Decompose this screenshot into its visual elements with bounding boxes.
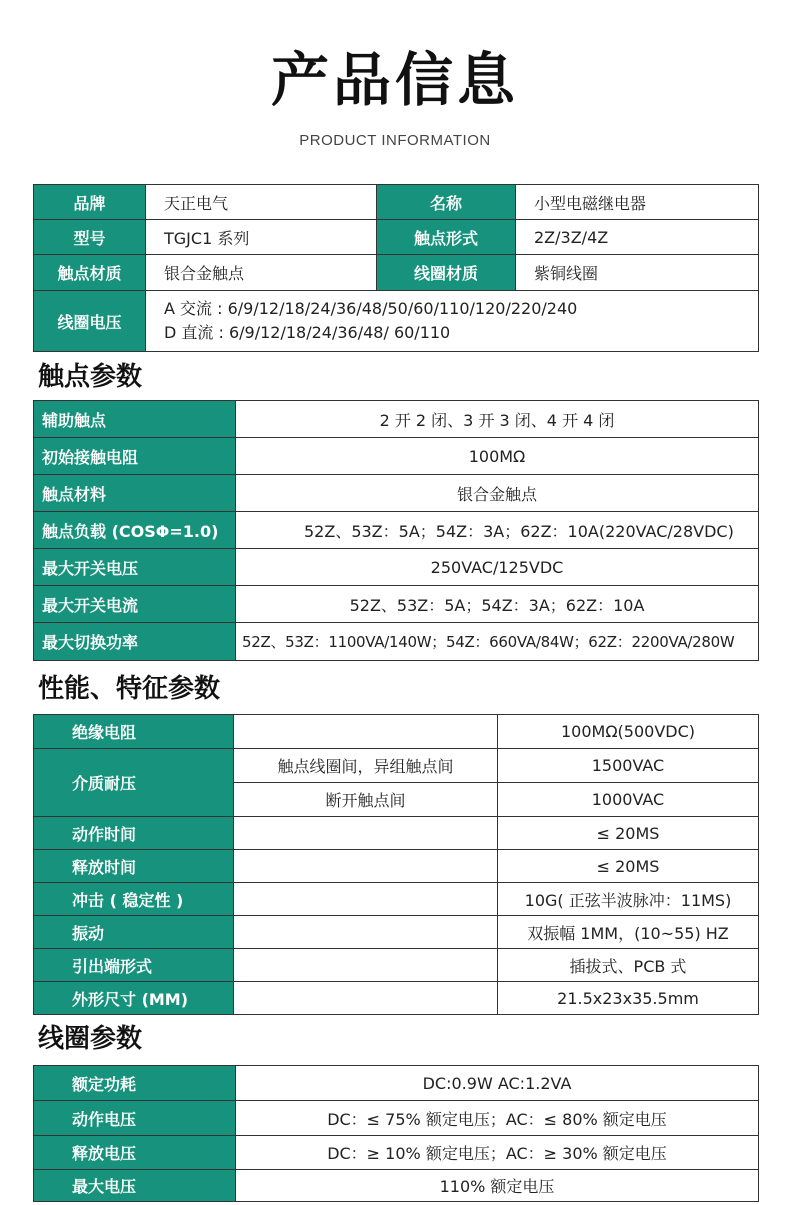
- dielectric-val2: 1000VAC: [498, 783, 759, 817]
- table-row: [34, 475, 759, 512]
- terminal-value: 插拔式、PCB 式: [498, 949, 759, 982]
- auxiliary-contact-value: 2 开 2 闭、3 开 3 闭、4 开 4 闭: [236, 401, 759, 438]
- contact-material-row-label: 触点材料: [34, 475, 236, 512]
- dimension-label: 外形尺寸 (MM): [34, 982, 234, 1015]
- table-row: [34, 220, 759, 255]
- max-switch-current-value: 52Z、53Z：5A；54Z：3A；62Z：10A: [236, 586, 759, 623]
- contact-params-title: 触点参数: [38, 362, 143, 392]
- max-voltage-value: 110% 额定电压: [236, 1170, 759, 1202]
- table-row: [34, 749, 759, 783]
- table-row: [34, 949, 759, 982]
- coil-material-label: 线圈材质: [377, 255, 516, 291]
- dielectric-sub2: 断开触点间: [234, 783, 498, 817]
- shock-value: 10G( 正弦半波脉冲：11MS): [498, 883, 759, 916]
- max-switch-power-value: 52Z、53Z：1100VA/140W；54Z：660VA/84W；62Z：2200VA/280W: [236, 623, 759, 661]
- table-row: [34, 1170, 759, 1202]
- rated-power-label: 额定功耗: [34, 1066, 236, 1101]
- max-switch-voltage-value: 250VAC/125VDC: [236, 549, 759, 586]
- performance-params-table: [33, 714, 759, 1015]
- model-value: TGJC1 系列: [146, 220, 377, 255]
- terminal-empty: [234, 949, 498, 982]
- operate-time-empty: [234, 817, 498, 850]
- release-voltage-label: 释放电压: [34, 1136, 236, 1170]
- contact-form-label: 触点形式: [377, 220, 516, 255]
- contact-load-label: 触点负载 (COSΦ=1.0): [34, 512, 236, 549]
- table-row: [34, 850, 759, 883]
- name-label: 名称: [377, 185, 516, 220]
- insulation-value: 100MΩ(500VDC): [498, 715, 759, 749]
- coil-material-value: 紫铜线圈: [516, 255, 759, 291]
- operate-time-value: ≤ 20MS: [498, 817, 759, 850]
- brand-label: 品牌: [34, 185, 146, 220]
- brand-value: 天正电气: [146, 185, 377, 220]
- table-row: [34, 1066, 759, 1101]
- contact-material-value: 银合金触点: [146, 255, 377, 291]
- coil-params-title: 线圈参数: [38, 1024, 143, 1054]
- table-row: [34, 438, 759, 475]
- model-label: 型号: [34, 220, 146, 255]
- dimension-empty: [234, 982, 498, 1015]
- table-row: [34, 715, 759, 749]
- initial-resistance-value: 100MΩ: [236, 438, 759, 475]
- table-row: [34, 817, 759, 850]
- table-row: [34, 586, 759, 623]
- release-time-label: 释放时间: [34, 850, 234, 883]
- release-time-empty: [234, 850, 498, 883]
- shock-label: 冲击 ( 稳定性 ): [34, 883, 234, 916]
- initial-resistance-label: 初始接触电阻: [34, 438, 236, 475]
- table-row: [34, 883, 759, 916]
- vibration-value: 双振幅 1MM，(10~55) HZ: [498, 916, 759, 949]
- table-row: [34, 512, 759, 549]
- auxiliary-contact-label: 辅助触点: [34, 401, 236, 438]
- contact-material-row-value: 银合金触点: [236, 475, 759, 512]
- max-switch-power-label: 最大切换功率: [34, 623, 236, 661]
- insulation-label: 绝缘电阻: [34, 715, 234, 749]
- terminal-label: 引出端形式: [34, 949, 234, 982]
- operate-voltage-label: 动作电压: [34, 1101, 236, 1136]
- contact-form-value: 2Z/3Z/4Z: [516, 220, 759, 255]
- coil-voltage-value: [146, 291, 759, 352]
- coil-voltage-dc: D 直流 : 6/9/12/18/24/36/48/ 60/110: [164, 323, 451, 342]
- table-row: [34, 623, 759, 661]
- contact-material-label: 触点材质: [34, 255, 146, 291]
- shock-empty: [234, 883, 498, 916]
- table-row: [34, 255, 759, 291]
- release-voltage-value: DC：≥ 10% 额定电压；AC：≥ 30% 额定电压: [236, 1136, 759, 1170]
- contact-load-value: 52Z、53Z：5A；54Z：3A；62Z：10A(220VAC/28VDC): [236, 512, 759, 549]
- product-info-table: [33, 184, 759, 352]
- coil-voltage-ac: A 交流 : 6/9/12/18/24/36/48/50/60/110/120/220/240: [164, 299, 578, 318]
- dielectric-label: 介质耐压: [34, 749, 234, 817]
- table-row: [34, 982, 759, 1015]
- dielectric-val1: 1500VAC: [498, 749, 759, 783]
- insulation-empty: [234, 715, 498, 749]
- max-switch-voltage-label: 最大开关电压: [34, 549, 236, 586]
- max-switch-current-label: 最大开关电流: [34, 586, 236, 623]
- release-time-value: ≤ 20MS: [498, 850, 759, 883]
- table-row: [34, 1136, 759, 1170]
- max-voltage-label: 最大电压: [34, 1170, 236, 1202]
- coil-params-table: [33, 1065, 759, 1202]
- dimension-value: 21.5x23x35.5mm: [498, 982, 759, 1015]
- table-row: [34, 291, 759, 352]
- contact-params-table: [33, 400, 759, 661]
- name-value: 小型电磁继电器: [516, 185, 759, 220]
- table-row: [34, 1101, 759, 1136]
- rated-power-value: DC:0.9W AC:1.2VA: [236, 1066, 759, 1101]
- table-row: [34, 916, 759, 949]
- performance-params-title: 性能、特征参数: [38, 674, 221, 704]
- table-row: [34, 185, 759, 220]
- table-row: [34, 401, 759, 438]
- vibration-label: 振动: [34, 916, 234, 949]
- page-title: 产品信息: [270, 46, 519, 114]
- page-subtitle: PRODUCT INFORMATION: [299, 132, 491, 149]
- vibration-empty: [234, 916, 498, 949]
- operate-time-label: 动作时间: [34, 817, 234, 850]
- table-row: [34, 549, 759, 586]
- dielectric-sub1: 触点线圈间，异组触点间: [234, 749, 498, 783]
- coil-voltage-label: 线圈电压: [34, 291, 146, 352]
- operate-voltage-value: DC：≤ 75% 额定电压；AC：≤ 80% 额定电压: [236, 1101, 759, 1136]
